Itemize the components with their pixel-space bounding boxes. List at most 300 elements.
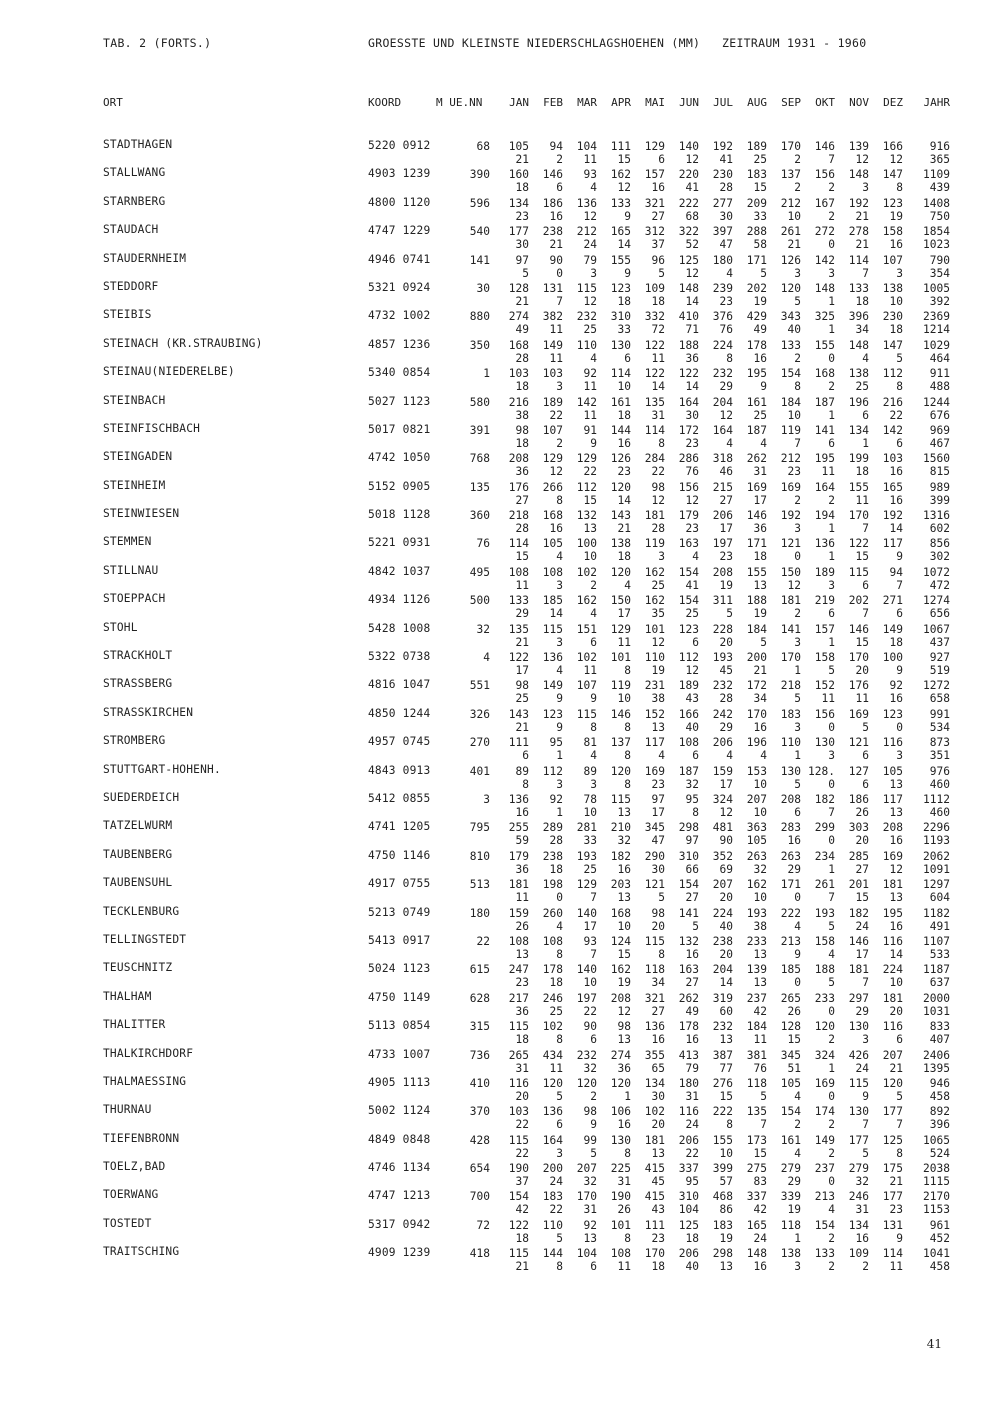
max-value: 126 (610, 452, 631, 466)
max-value: 136 (508, 792, 529, 806)
max-value: 154 (678, 565, 699, 579)
min-value: 4 (760, 749, 767, 763)
station-hoehe: 596 (469, 196, 490, 210)
min-value: 25 (549, 1004, 563, 1018)
min-value: 15 (617, 947, 631, 961)
min-value: 4 (590, 351, 597, 365)
min-value: 21 (515, 720, 529, 734)
min-value: 6 (896, 436, 903, 450)
min-value: 79 (685, 1061, 699, 1075)
max-value: 172 (746, 679, 767, 693)
min-value: 32 (583, 1175, 597, 1189)
min-value: 5 (658, 266, 665, 280)
max-value: 125 (882, 1133, 903, 1147)
station-name: TEUSCHNITZ (103, 961, 173, 975)
min-value: 18 (685, 1231, 699, 1245)
max-value: 160 (508, 168, 529, 182)
max-value: 1065 (923, 1133, 950, 1147)
min-value: 1 (862, 436, 869, 450)
max-value: 237 (746, 991, 767, 1005)
max-value: 207 (746, 792, 767, 806)
max-value: 120 (610, 480, 631, 494)
max-value: 171 (746, 537, 767, 551)
station-hoehe: 326 (469, 707, 490, 721)
max-value: 135 (746, 1105, 767, 1119)
max-value: 212 (780, 196, 801, 210)
min-value: 16 (549, 522, 563, 536)
min-value: 10 (719, 1146, 733, 1160)
min-value: 24 (753, 1231, 767, 1245)
station-koord: 4800 1120 (368, 195, 431, 209)
max-value: 167 (814, 196, 835, 210)
min-value: 13 (651, 720, 665, 734)
max-value: 246 (542, 991, 563, 1005)
min-value: 29 (787, 1175, 801, 1189)
min-value: 40 (685, 1260, 699, 1274)
max-value: 222 (678, 196, 699, 210)
column-header-jahr: JAHR (923, 96, 950, 109)
max-value: 107 (882, 253, 903, 267)
max-value: 136 (542, 651, 563, 665)
min-value: 5 (794, 777, 801, 791)
max-value: 208 (780, 792, 801, 806)
max-value: 141 (780, 622, 801, 636)
max-value: 481 (712, 821, 733, 835)
min-value: 5 (590, 1146, 597, 1160)
min-value: 26 (515, 919, 529, 933)
min-value: 0 (828, 777, 835, 791)
min-value: 27 (719, 493, 733, 507)
min-value: 460 (929, 805, 950, 819)
max-value: 209 (746, 196, 767, 210)
max-value: 110 (780, 736, 801, 750)
max-value: 123 (610, 281, 631, 295)
min-value: 12 (685, 664, 699, 678)
min-value: 13 (515, 947, 529, 961)
min-value: 4 (726, 436, 733, 450)
station-row (0, 815, 1000, 848)
min-value: 0 (828, 720, 835, 734)
max-value: 115 (508, 1133, 529, 1147)
max-value: 319 (712, 991, 733, 1005)
max-value: 149 (814, 1133, 835, 1147)
max-value: 182 (610, 849, 631, 863)
station-row (0, 1071, 1000, 1103)
max-value: 115 (542, 622, 563, 636)
max-value: 991 (929, 707, 950, 721)
max-value: 154 (814, 1218, 835, 1232)
min-value: 13 (719, 1260, 733, 1274)
min-value: 42 (753, 1004, 767, 1018)
max-value: 120 (542, 1076, 563, 1090)
min-value: 21 (855, 209, 869, 223)
min-value: 22 (549, 408, 563, 422)
min-value: 13 (617, 1033, 631, 1047)
max-value: 196 (848, 395, 869, 409)
min-value: 4 (828, 947, 835, 961)
min-value: 602 (929, 522, 950, 536)
min-value: 4 (556, 550, 563, 564)
max-value: 183 (542, 1190, 563, 1204)
max-value: 112 (576, 480, 597, 494)
min-value: 0 (828, 1175, 835, 1189)
min-value: 491 (929, 919, 950, 933)
station-hoehe: 768 (469, 452, 490, 466)
min-value: 22 (549, 1203, 563, 1217)
max-value: 181 (882, 991, 903, 1005)
min-value: 0 (828, 1004, 835, 1018)
max-value: 1297 (923, 878, 950, 892)
min-value: 11 (583, 153, 597, 166)
min-value: 5 (760, 1089, 767, 1103)
max-value: 149 (882, 622, 903, 636)
min-value: 3 (590, 266, 597, 280)
station-name: STRASSKIRCHEN (103, 705, 194, 719)
station-row (0, 162, 1000, 195)
min-value: 8 (556, 493, 563, 507)
min-value: 34 (855, 323, 869, 337)
max-value: 171 (746, 253, 767, 267)
min-value: 3 (828, 578, 835, 592)
station-hoehe: 551 (469, 679, 490, 693)
max-value: 155 (814, 338, 835, 352)
max-value: 116 (508, 1076, 529, 1090)
max-value: 142 (814, 253, 835, 267)
max-value: 100 (576, 537, 597, 551)
station-koord: 5027 1123 (368, 394, 431, 408)
min-value: 31 (685, 1089, 699, 1103)
max-value: 146 (542, 168, 563, 182)
station-name: STEINWIESEN (103, 507, 180, 521)
min-value: 30 (651, 862, 665, 876)
max-value: 108 (610, 1247, 631, 1261)
station-hoehe: 135 (469, 480, 490, 494)
min-value: 6 (862, 408, 869, 422)
max-value: 119 (780, 423, 801, 437)
max-value: 119 (610, 679, 631, 693)
max-value: 89 (583, 764, 597, 778)
station-name: TOSTEDT (103, 1216, 152, 1230)
max-value: 283 (780, 821, 801, 835)
min-value: 27 (651, 209, 665, 223)
station-row (0, 730, 1000, 763)
max-value: 146 (746, 509, 767, 523)
max-value: 140 (678, 140, 699, 153)
max-value: 93 (583, 168, 597, 182)
max-value: 1107 (923, 934, 950, 948)
min-value: 6 (692, 749, 699, 763)
min-value: 6 (862, 777, 869, 791)
station-row (0, 1241, 1000, 1274)
min-value: 3 (828, 749, 835, 763)
max-value: 200 (746, 651, 767, 665)
min-value: 14 (685, 380, 699, 394)
min-value: 8 (794, 380, 801, 394)
min-value: 4 (726, 749, 733, 763)
min-value: 488 (929, 380, 950, 394)
station-hoehe: 4 (483, 651, 490, 665)
max-value: 117 (644, 736, 665, 750)
max-value: 133 (508, 594, 529, 608)
station-hoehe: 1 (483, 367, 490, 381)
column-header-feb: FEB (543, 96, 563, 109)
max-value: 174 (814, 1105, 835, 1119)
max-value: 434 (542, 1048, 563, 1062)
max-value: 162 (746, 878, 767, 892)
min-value: 12 (617, 1004, 631, 1018)
min-value: 0 (794, 550, 801, 564)
min-value: 6 (590, 1033, 597, 1047)
min-value: 20 (719, 635, 733, 649)
max-value: 112 (678, 651, 699, 665)
min-value: 11 (821, 465, 835, 479)
max-value: 109 (644, 281, 665, 295)
max-value: 169 (746, 480, 767, 494)
station-row (0, 957, 1000, 990)
min-value: 7 (862, 1118, 869, 1132)
min-value: 1 (556, 805, 563, 819)
min-value: 19 (719, 1231, 733, 1245)
min-value: 10 (787, 408, 801, 422)
station-name: TOELZ,BAD (103, 1160, 166, 1174)
max-value: 118 (644, 963, 665, 977)
station-koord: 5413 0917 (368, 933, 431, 947)
station-name: TECKLENBURG (103, 904, 180, 918)
min-value: 9 (590, 436, 597, 450)
min-value: 7 (794, 436, 801, 450)
max-value: 237 (814, 1162, 835, 1176)
min-value: 19 (787, 1203, 801, 1217)
station-name: STEINBACH (103, 393, 166, 407)
max-value: 110 (542, 1218, 563, 1232)
max-value: 108 (542, 565, 563, 579)
min-value: 19 (753, 294, 767, 308)
max-value: 146 (848, 934, 869, 948)
station-name: STALLWANG (103, 166, 166, 180)
station-name: TELLINGSTEDT (103, 932, 187, 946)
min-value: 52 (685, 238, 699, 252)
max-value: 122 (508, 651, 529, 665)
station-hoehe: 736 (469, 1048, 490, 1062)
min-value: 12 (549, 465, 563, 479)
min-value: 28 (651, 522, 665, 536)
max-value: 231 (644, 679, 665, 693)
max-value: 120 (814, 1020, 835, 1034)
max-value: 114 (508, 537, 529, 551)
min-value: 57 (719, 1175, 733, 1189)
min-value: 439 (929, 181, 950, 195)
min-value: 18 (855, 465, 869, 479)
max-value: 234 (814, 849, 835, 863)
max-value: 156 (814, 168, 835, 182)
min-value: 23 (685, 522, 699, 536)
max-value: 163 (678, 963, 699, 977)
min-value: 22 (515, 1118, 529, 1132)
min-value: 3 (590, 777, 597, 791)
max-value: 117 (882, 792, 903, 806)
min-value: 41 (719, 153, 733, 166)
min-value: 41 (685, 181, 699, 195)
min-value: 2 (794, 1118, 801, 1132)
min-value: 13 (889, 777, 903, 791)
min-value: 16 (787, 834, 801, 848)
max-value: 298 (678, 821, 699, 835)
min-value: 2 (828, 209, 835, 223)
min-value: 28 (515, 522, 529, 536)
min-value: 8 (624, 777, 631, 791)
max-value: 97 (651, 792, 665, 806)
station-name: THALMAESSING (103, 1074, 187, 1088)
min-value: 2 (590, 578, 597, 592)
min-value: 36 (617, 1061, 631, 1075)
station-koord: 4733 1007 (368, 1047, 431, 1061)
min-value: 8 (624, 1146, 631, 1160)
min-value: 1193 (923, 834, 950, 848)
min-value: 5 (794, 692, 801, 706)
max-value: 426 (848, 1048, 869, 1062)
station-name: TOERWANG (103, 1188, 159, 1202)
max-value: 128 (508, 281, 529, 295)
station-hoehe: 810 (469, 849, 490, 863)
min-value: 20 (651, 919, 665, 933)
min-value: 519 (929, 664, 950, 678)
max-value: 101 (610, 651, 631, 665)
min-value: 1 (794, 1231, 801, 1245)
max-value: 324 (712, 792, 733, 806)
min-value: 14 (889, 947, 903, 961)
max-value: 284 (644, 452, 665, 466)
max-value: 148 (814, 281, 835, 295)
min-value: 2 (828, 1033, 835, 1047)
min-value: 6 (692, 635, 699, 649)
station-name: SUEDERDEICH (103, 790, 180, 804)
max-value: 216 (508, 395, 529, 409)
min-value: 18 (515, 1033, 529, 1047)
min-value: 467 (929, 436, 950, 450)
min-value: 4 (590, 749, 597, 763)
max-value: 2170 (923, 1190, 950, 1204)
max-value: 192 (712, 140, 733, 153)
station-koord: 4843 0913 (368, 763, 431, 777)
max-value: 149 (542, 679, 563, 693)
min-value: 7 (556, 294, 563, 308)
station-row (0, 1184, 1000, 1217)
max-value: 178 (746, 338, 767, 352)
max-value: 78 (583, 792, 597, 806)
min-value: 365 (929, 153, 950, 166)
max-value: 415 (644, 1190, 665, 1204)
station-hoehe: 3 (483, 792, 490, 806)
max-value: 101 (610, 1218, 631, 1232)
min-value: 28 (549, 834, 563, 848)
min-value: 7 (590, 947, 597, 961)
min-value: 13 (889, 891, 903, 905)
max-value: 155 (848, 480, 869, 494)
min-value: 22 (685, 1146, 699, 1160)
max-value: 129 (644, 140, 665, 153)
max-value: 1182 (923, 906, 950, 920)
max-value: 112 (542, 764, 563, 778)
max-value: 1029 (923, 338, 950, 352)
min-value: 23 (515, 209, 529, 223)
min-value: 37 (651, 238, 665, 252)
max-value: 143 (610, 509, 631, 523)
min-value: 8 (692, 805, 699, 819)
min-value: 97 (685, 834, 699, 848)
station-hoehe: 32 (476, 622, 490, 636)
min-value: 4 (794, 919, 801, 933)
max-value: 168 (508, 338, 529, 352)
min-value: 10 (617, 919, 631, 933)
max-value: 345 (780, 1048, 801, 1062)
max-value: 129 (576, 878, 597, 892)
max-value: 246 (848, 1190, 869, 1204)
max-value: 208 (610, 991, 631, 1005)
min-value: 23 (719, 294, 733, 308)
max-value: 169 (882, 849, 903, 863)
max-value: 2000 (923, 991, 950, 1005)
station-row (0, 446, 1000, 479)
min-value: 13 (617, 805, 631, 819)
max-value: 92 (889, 679, 903, 693)
station-hoehe: 360 (469, 509, 490, 523)
max-value: 161 (610, 395, 631, 409)
max-value: 165 (610, 225, 631, 239)
max-value: 170 (848, 509, 869, 523)
max-value: 790 (929, 253, 950, 267)
max-value: 343 (780, 310, 801, 324)
max-value: 93 (583, 934, 597, 948)
min-value: 13 (719, 1033, 733, 1047)
min-value: 18 (617, 550, 631, 564)
min-value: 25 (855, 380, 869, 394)
max-value: 207 (712, 878, 733, 892)
max-value: 120 (576, 1076, 597, 1090)
max-value: 185 (542, 594, 563, 608)
max-value: 208 (882, 821, 903, 835)
min-value: 15 (855, 635, 869, 649)
min-value: 16 (889, 238, 903, 252)
min-value: 5 (760, 266, 767, 280)
max-value: 158 (882, 225, 903, 239)
max-value: 206 (678, 1133, 699, 1147)
min-value: 9 (794, 947, 801, 961)
min-value: 21 (753, 664, 767, 678)
min-value: 16 (651, 1033, 665, 1047)
min-value: 5 (828, 664, 835, 678)
max-value: 152 (644, 707, 665, 721)
min-value: 2 (794, 607, 801, 621)
station-row (0, 986, 1000, 1018)
max-value: 387 (712, 1048, 733, 1062)
max-value: 310 (610, 310, 631, 324)
min-value: 15 (515, 550, 529, 564)
station-row (0, 475, 1000, 507)
min-value: 5 (862, 720, 869, 734)
max-value: 181 (882, 878, 903, 892)
station-koord: 4747 1213 (368, 1189, 431, 1203)
min-value: 9 (624, 266, 631, 280)
max-value: 103 (882, 452, 903, 466)
min-value: 33 (617, 323, 631, 337)
max-value: 164 (712, 423, 733, 437)
min-value: 533 (929, 947, 950, 961)
max-value: 278 (848, 225, 869, 239)
max-value: 218 (780, 679, 801, 693)
max-value: 130 (814, 736, 835, 750)
station-hoehe: 270 (469, 736, 490, 750)
max-value: 89 (515, 764, 529, 778)
